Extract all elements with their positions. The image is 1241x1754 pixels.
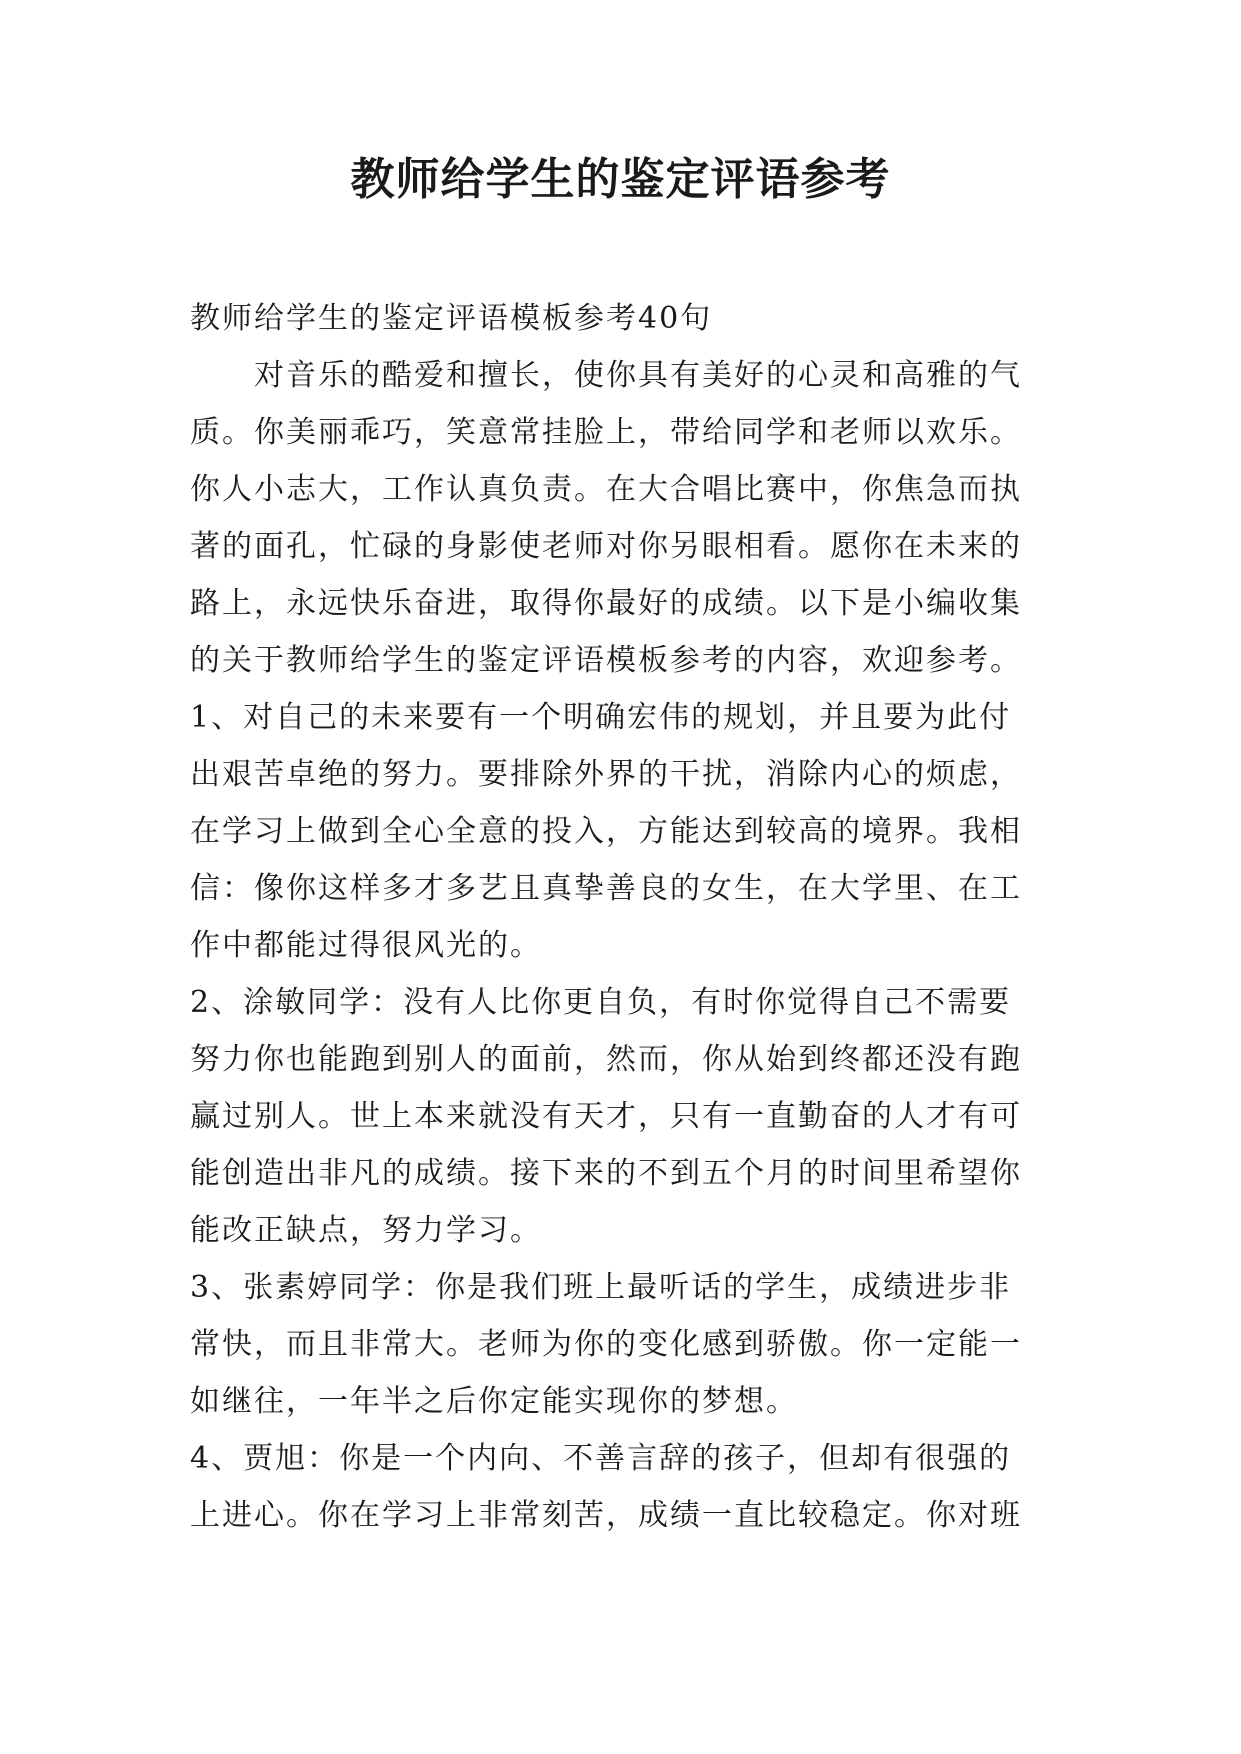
body-line: 3、张素婷同学：你是我们班上最听话的学生，成绩进步非: [190, 1270, 1012, 1305]
body-line: 2、涂敏同学：没有人比你更自负，有时你觉得自己不需要: [190, 985, 1012, 1020]
body-line: 努力你也能跑到别人的面前，然而，你从始到终都还没有跑: [190, 1042, 1022, 1077]
body-line: 你人小志大，工作认真负责。在大合唱比赛中，你焦急而执: [190, 472, 1022, 507]
body-line: 1、对自己的未来要有一个明确宏伟的规划，并且要为此付: [190, 700, 1012, 735]
body-line: 在学习上做到全心全意的投入，方能达到较高的境界。我相: [190, 814, 1022, 849]
body-line: 赢过别人。世上本来就没有天才，只有一直勤奋的人才有可: [190, 1099, 1022, 1134]
body-line: 4、贾旭：你是一个内向、不善言辞的孩子，但却有很强的: [190, 1441, 1012, 1476]
body-line: 作中都能过得很风光的。: [190, 928, 542, 963]
document-body: [190, 290, 1070, 1544]
body-line: 能改正缺点，努力学习。: [190, 1213, 542, 1248]
body-line: 如继往，一年半之后你定能实现你的梦想。: [190, 1384, 798, 1419]
body-line: 著的面孔，忙碌的身影使老师对你另眼相看。愿你在未来的: [190, 529, 1022, 564]
body-line: 信：像你这样多才多艺且真挚善良的女生，在大学里、在工: [190, 871, 1022, 906]
body-line: 对音乐的酷爱和擅长，使你具有美好的心灵和高雅的气: [190, 358, 1022, 393]
document-title: 教师给学生的鉴定评语参考: [350, 154, 891, 205]
body-line: 教师给学生的鉴定评语模板参考40句: [190, 301, 713, 336]
body-line: 能创造出非凡的成绩。接下来的不到五个月的时间里希望你: [190, 1156, 1022, 1191]
body-line: 的关于教师给学生的鉴定评语模板参考的内容，欢迎参考。: [190, 643, 1022, 678]
body-line: 出艰苦卓绝的努力。要排除外界的干扰，消除内心的烦虑，: [190, 757, 1022, 792]
body-line: 上进心。你在学习上非常刻苦，成绩一直比较稳定。你对班: [190, 1498, 1022, 1533]
body-line: 质。你美丽乖巧，笑意常挂脸上，带给同学和老师以欢乐。: [190, 415, 1022, 450]
body-line: 路上，永远快乐奋进，取得你最好的成绩。以下是小编收集: [190, 586, 1022, 621]
body-line: 常快，而且非常大。老师为你的变化感到骄傲。你一定能一: [190, 1327, 1022, 1362]
